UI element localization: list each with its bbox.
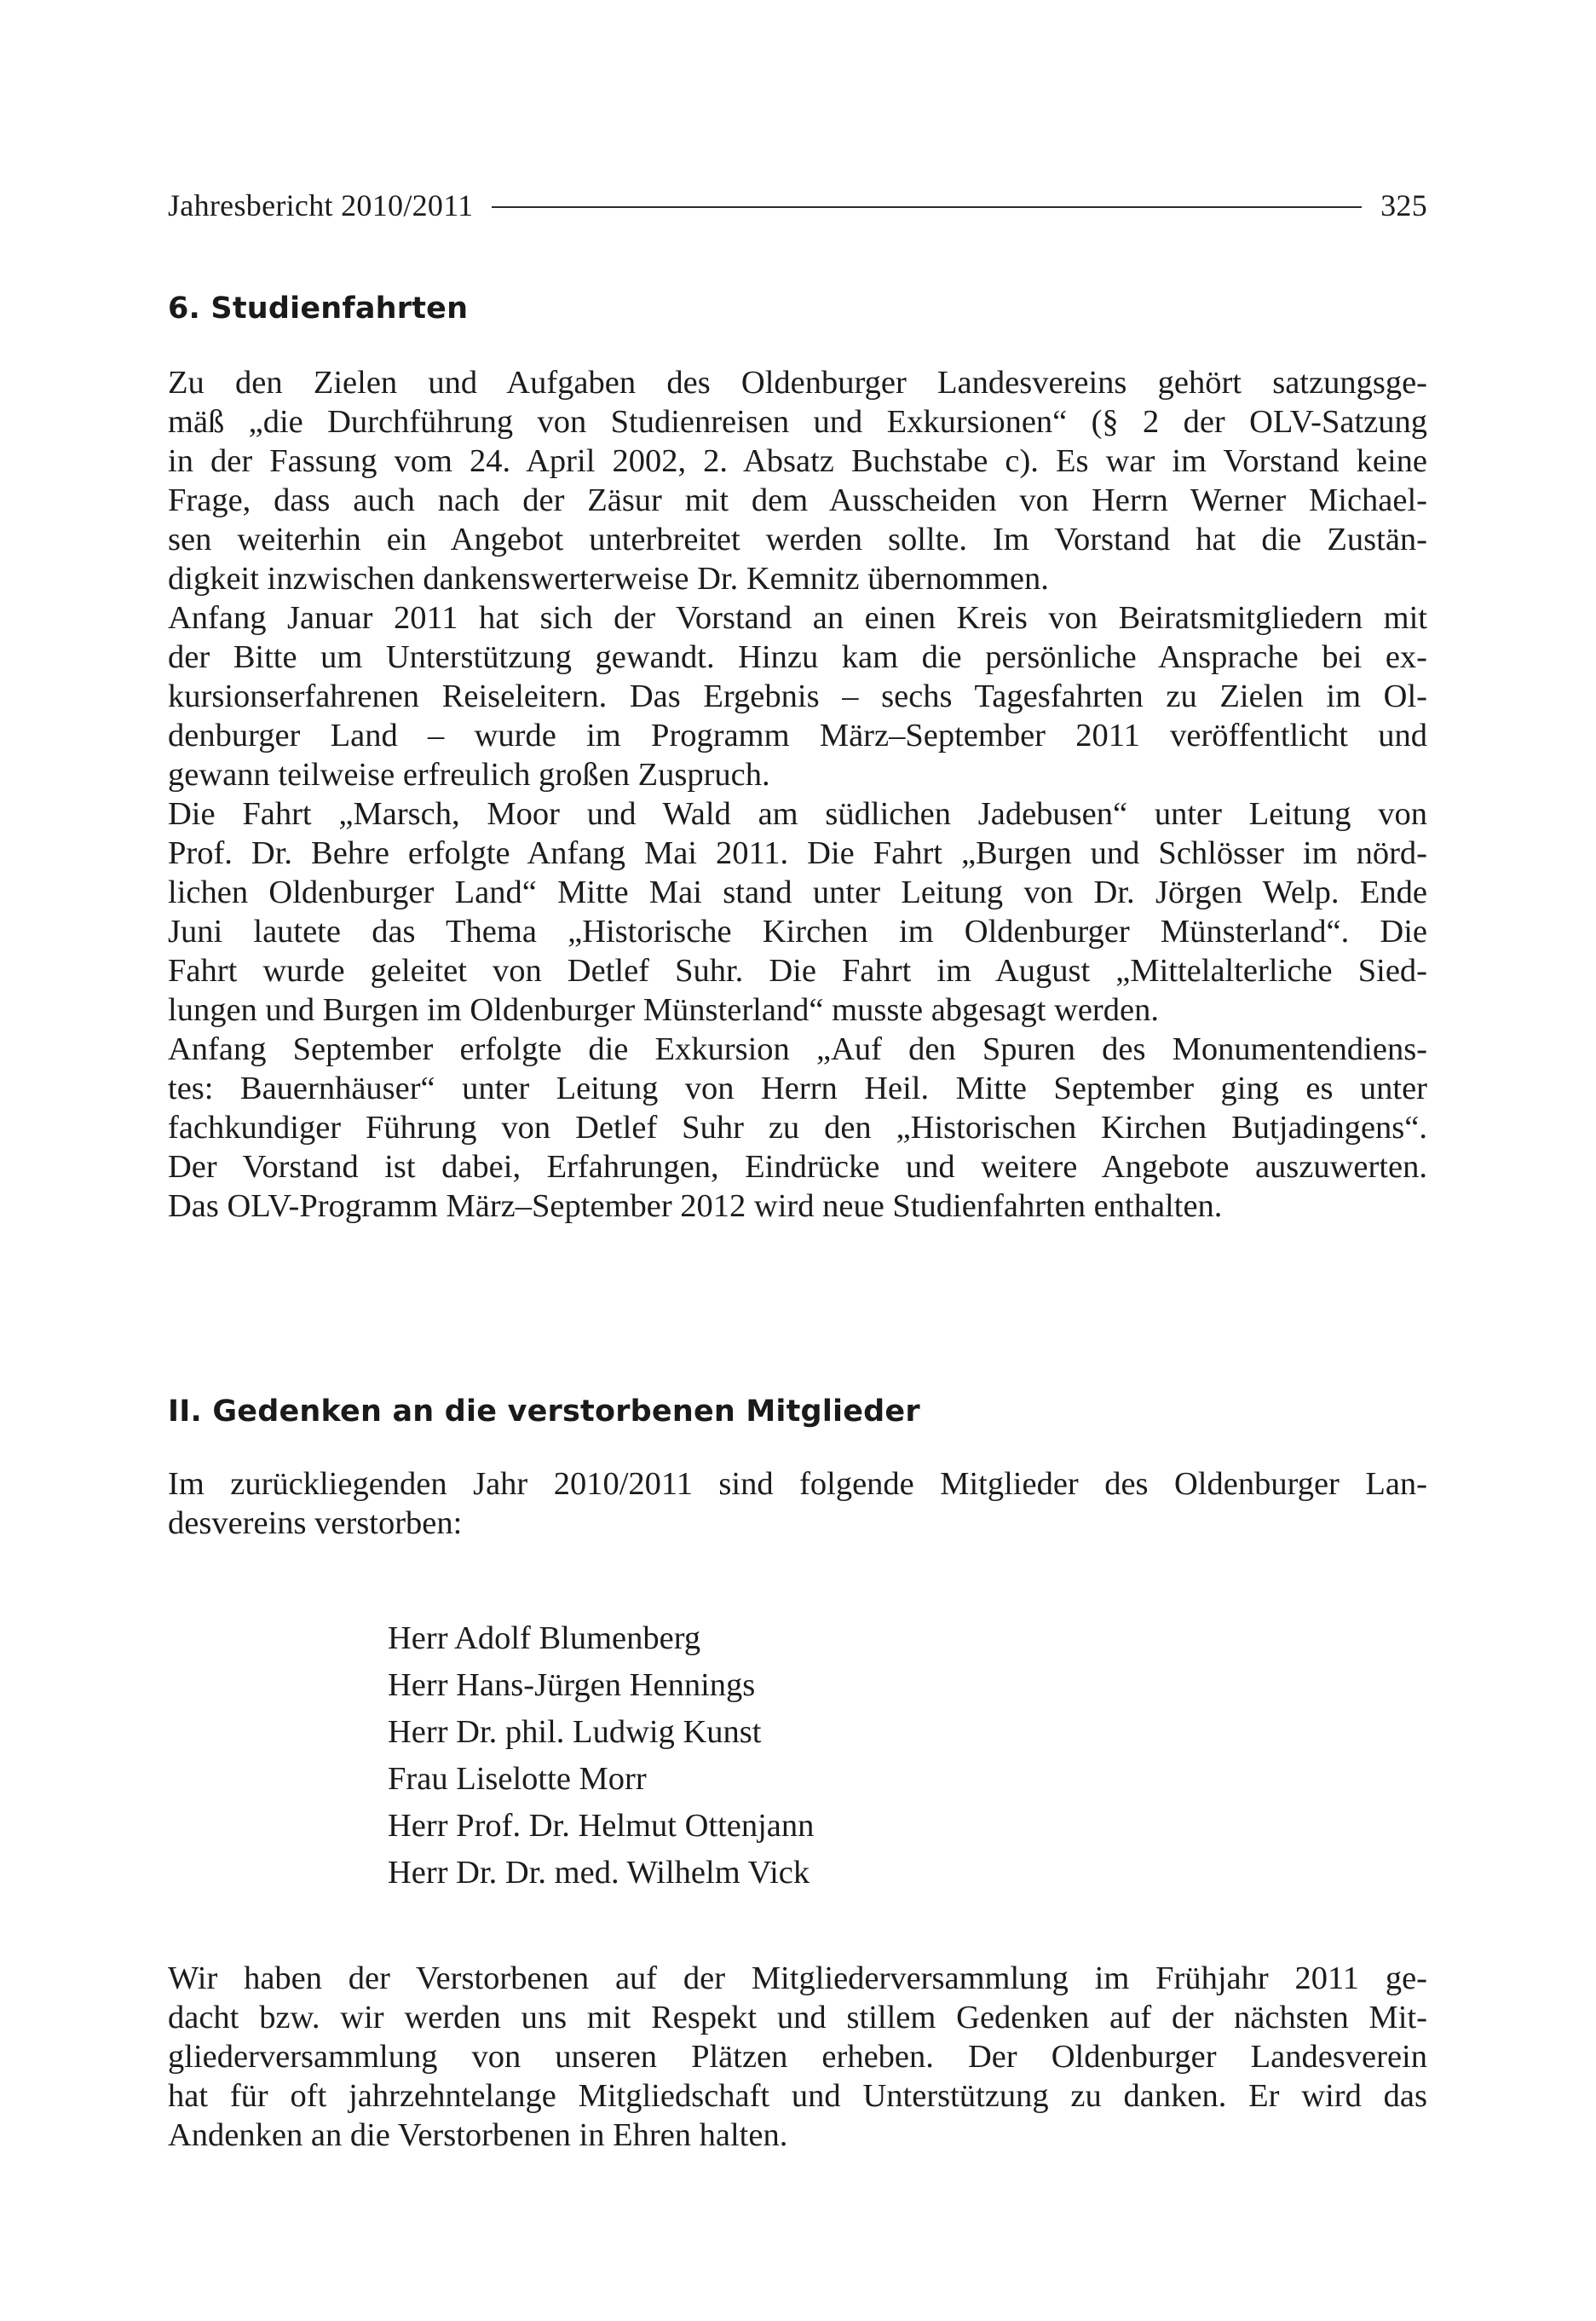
deceased-member-name: Herr Prof. Dr. Helmut Ottenjann (388, 1808, 815, 1844)
body-line: mäß „die Durchführung von Studienreisen und Exkursionen“ (§ 2 der OLV-Satzung (168, 404, 1427, 440)
body-line: Zu den Zielen und Aufgaben des Oldenburger Landesvereins gehört satzungsge- (168, 365, 1427, 401)
running-head (168, 184, 1427, 227)
page-number: 325 (1380, 188, 1427, 222)
body-line: gewann teilweise erfreulich großen Zuspruch. (168, 757, 770, 793)
body-line: in der Fassung vom 24. April 2002, 2. Absatz Buchstabe c). Es war im Vorstand keine (168, 443, 1427, 479)
body-line: Die Fahrt „Marsch, Moor und Wald am südlichen Jadebusen“ unter Leitung von (168, 796, 1427, 832)
body-line: desvereins verstorben: (168, 1505, 463, 1541)
body-line: Prof. Dr. Behre erfolgte Anfang Mai 2011. Die Fahrt „Burgen und Schlösser im nörd- (168, 835, 1427, 871)
body-line: kursionserfahrenen Reiseleitern. Das Ergebnis – sechs Tagesfahrten zu Zielen im Ol- (168, 678, 1427, 714)
section-heading-gedenken: II. Gedenken an die verstorbenen Mitglieder (168, 1394, 920, 1429)
deceased-member-name: Herr Adolf Blumenberg (388, 1620, 701, 1656)
body-line: Das OLV-Programm März–September 2012 wird neue Studienfahrten enthalten. (168, 1188, 1223, 1224)
deceased-member-name: Frau Liselotte Morr (388, 1761, 647, 1797)
body-line: fachkundiger Führung von Detlef Suhr zu den „Historischen Kirchen Butjadingens“. (168, 1110, 1427, 1146)
body-line: Juni lautete das Thema „Historische Kirchen im Oldenburger Münsterland“. Die (168, 914, 1427, 950)
deceased-member-name: Herr Dr. phil. Ludwig Kunst (388, 1714, 762, 1750)
body-line: Frage, dass auch nach der Zäsur mit dem Ausscheiden von Herrn Werner Michael- (168, 482, 1427, 518)
body-line: Wir haben der Verstorbenen auf der Mitgliederversammlung im Frühjahr 2011 ge- (168, 1960, 1427, 1996)
body-line: denburger Land – wurde im Programm März–September 2011 veröffentlicht und (168, 718, 1427, 753)
body-line: Anfang September erfolgte die Exkursion „Auf den Spuren des Monumentendiens- (168, 1031, 1427, 1067)
deceased-member-name: Herr Hans-Jürgen Hennings (388, 1667, 756, 1703)
body-line: hat für oft jahrzehntelange Mitgliedschaft und Unterstützung zu danken. Er wird das (168, 2078, 1427, 2114)
gedenken-closing (168, 1959, 1427, 2155)
body-line: Anfang Januar 2011 hat sich der Vorstand an einen Kreis von Beiratsmitgliedern mit (168, 600, 1427, 636)
gedenken-intro (168, 1464, 1427, 1543)
body-line: lichen Oldenburger Land“ Mitte Mai stand unter Leitung von Dr. Jörgen Welp. Ende (168, 875, 1427, 910)
body-line: Der Vorstand ist dabei, Erfahrungen, Eindrücke und weitere Angebote auszuwerten. (168, 1149, 1427, 1185)
body-line: Im zurückliegenden Jahr 2010/2011 sind folgende Mitglieder des Oldenburger Lan- (168, 1466, 1427, 1502)
body-line: digkeit inzwischen dankenswerterweise Dr. Kemnitz übernommen. (168, 561, 1049, 597)
body-line: lungen und Burgen im Oldenburger Münsterland“ musste abgesagt werden. (168, 992, 1159, 1028)
body-line: Fahrt wurde geleitet von Detlef Suhr. Die Fahrt im August „Mittelalterliche Sied- (168, 953, 1427, 989)
studienfahrten-body (168, 363, 1427, 1226)
body-line: Andenken an die Verstorbenen in Ehren halten. (168, 2117, 788, 2153)
body-line: dacht bzw. wir werden uns mit Respekt und stillem Gedenken auf der nächsten Mit- (168, 2000, 1427, 2035)
body-line: der Bitte um Unterstützung gewandt. Hinzu kam die persönliche Ansprache bei ex- (168, 639, 1427, 675)
running-head-title: Jahresbericht 2010/2011 (168, 188, 474, 222)
body-line: gliederversammlung von unseren Plätzen erheben. Der Oldenburger Landesverein (168, 2039, 1427, 2075)
section-heading-studienfahrten: 6. Studienfahrten (168, 292, 469, 326)
deceased-member-name: Herr Dr. Dr. med. Wilhelm Vick (388, 1855, 810, 1891)
body-line: tes: Bauernhäuser“ unter Leitung von Herrn Heil. Mitte September ging es unter (168, 1071, 1427, 1106)
running-head-rule (492, 206, 1362, 208)
deceased-members-list (388, 1615, 814, 1897)
body-line: sen weiterhin ein Angebot unterbreitet werden sollte. Im Vorstand hat die Zustän- (168, 522, 1427, 557)
